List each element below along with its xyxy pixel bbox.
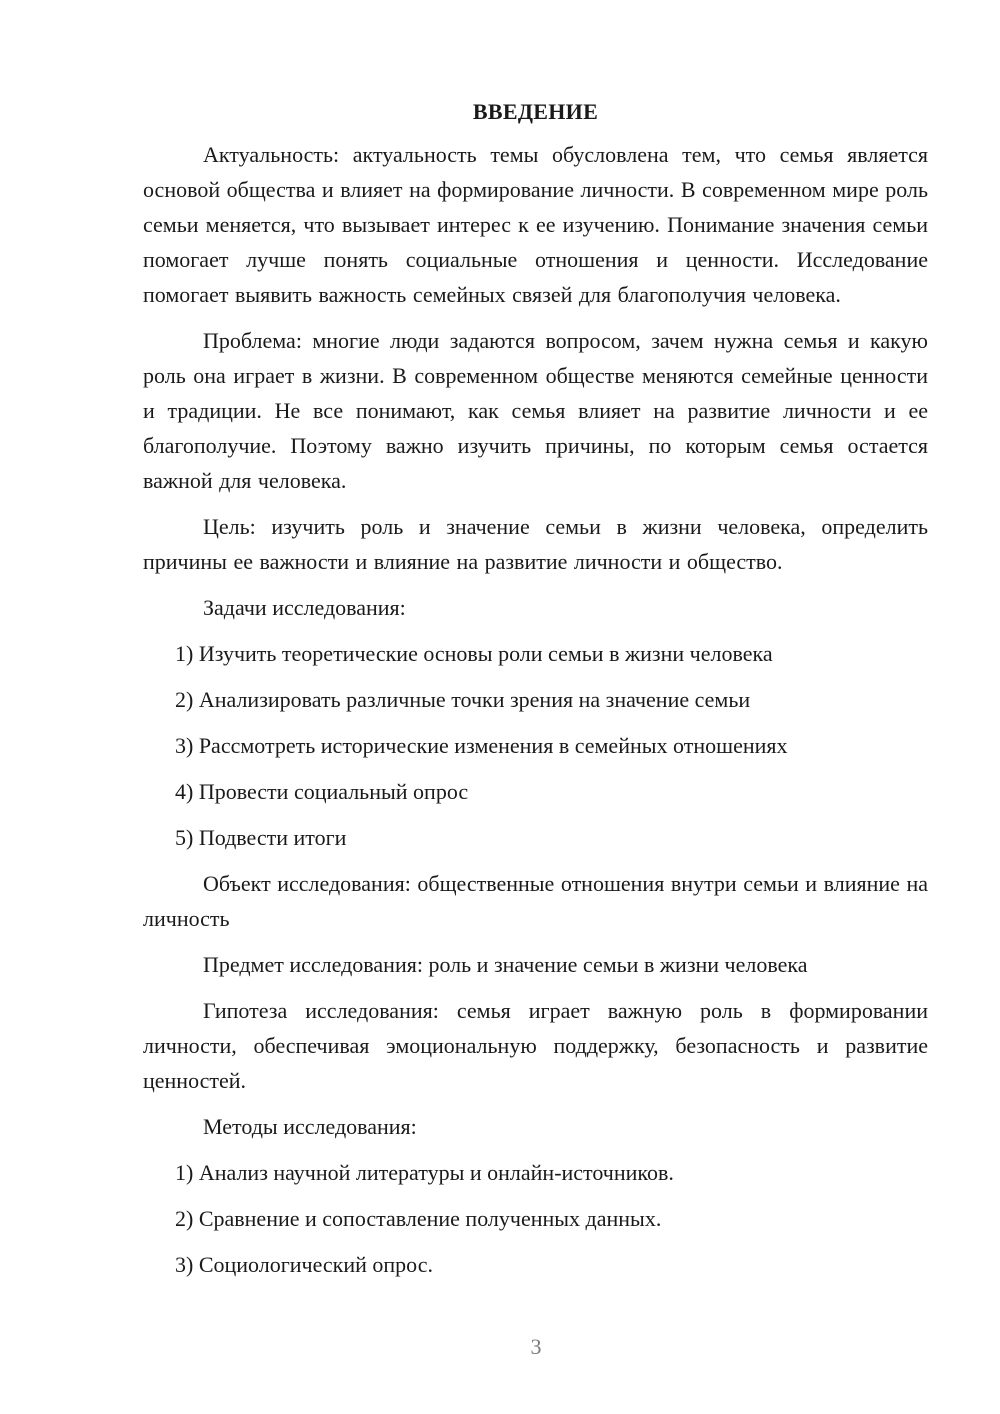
list-item: 4) Провести социальный опрос	[175, 779, 469, 804]
list-item: 1) Анализ научной литературы и онлайн-источников.	[175, 1160, 674, 1185]
list-item: 2) Сравнение и сопоставление полученных данных.	[175, 1206, 662, 1231]
methods-list	[143, 1155, 928, 1282]
list-item: 2) Анализировать различные точки зрения на значение семьи	[175, 687, 751, 712]
tasks-heading: Задачи исследования:	[203, 595, 406, 620]
goal-paragraph: Цель: изучить роль и значение семьи в жизни человека, определить причины ее важности и влияние на развитие личности и общество.	[143, 514, 928, 574]
list-item: 3) Рассмотреть исторические изменения в семейных отношениях	[175, 733, 788, 758]
tasks-list	[143, 636, 928, 855]
methods-heading: Методы исследования:	[203, 1114, 417, 1139]
page-content	[143, 94, 928, 1293]
object-paragraph: Объект исследования: общественные отношения внутри семьи и влияние на личность	[143, 871, 928, 931]
page-number: 3	[530, 1334, 542, 1359]
page-title: ВВЕДЕНИЕ	[472, 99, 599, 124]
subject-paragraph: Предмет исследования: роль и значение семьи в жизни человека	[203, 952, 808, 977]
relevance-paragraph: Актуальность: актуальность темы обусловлена тем, что семья является основой общества и влияет на формирование личности. В современном мире роль семьи меняется, что вызывает интерес к ее изучению. Понимание значения семьи помогает лучше понять социальные отношения и ценности. Исследование помогает выявить важность семейных связей для благополучия человека.	[143, 142, 928, 307]
list-item: 1) Изучить теоретические основы роли семьи в жизни человека	[175, 641, 773, 666]
hypothesis-paragraph: Гипотеза исследования: семья играет важную роль в формировании личности, обеспечивая эмоциональную поддержку, безопасность и развитие ценностей.	[143, 998, 928, 1093]
list-item: 5) Подвести итоги	[175, 825, 347, 850]
list-item: 3) Социологический опрос.	[175, 1252, 433, 1277]
problem-paragraph: Проблема: многие люди задаются вопросом, зачем нужна семья и какую роль она играет в жизни. В современном обществе меняются семейные ценности и традиции. Не все понимают, как семья влияет на развитие личности и ее благополучие. Поэтому важно изучить причины, по которым семья остается важной для человека.	[143, 328, 928, 493]
